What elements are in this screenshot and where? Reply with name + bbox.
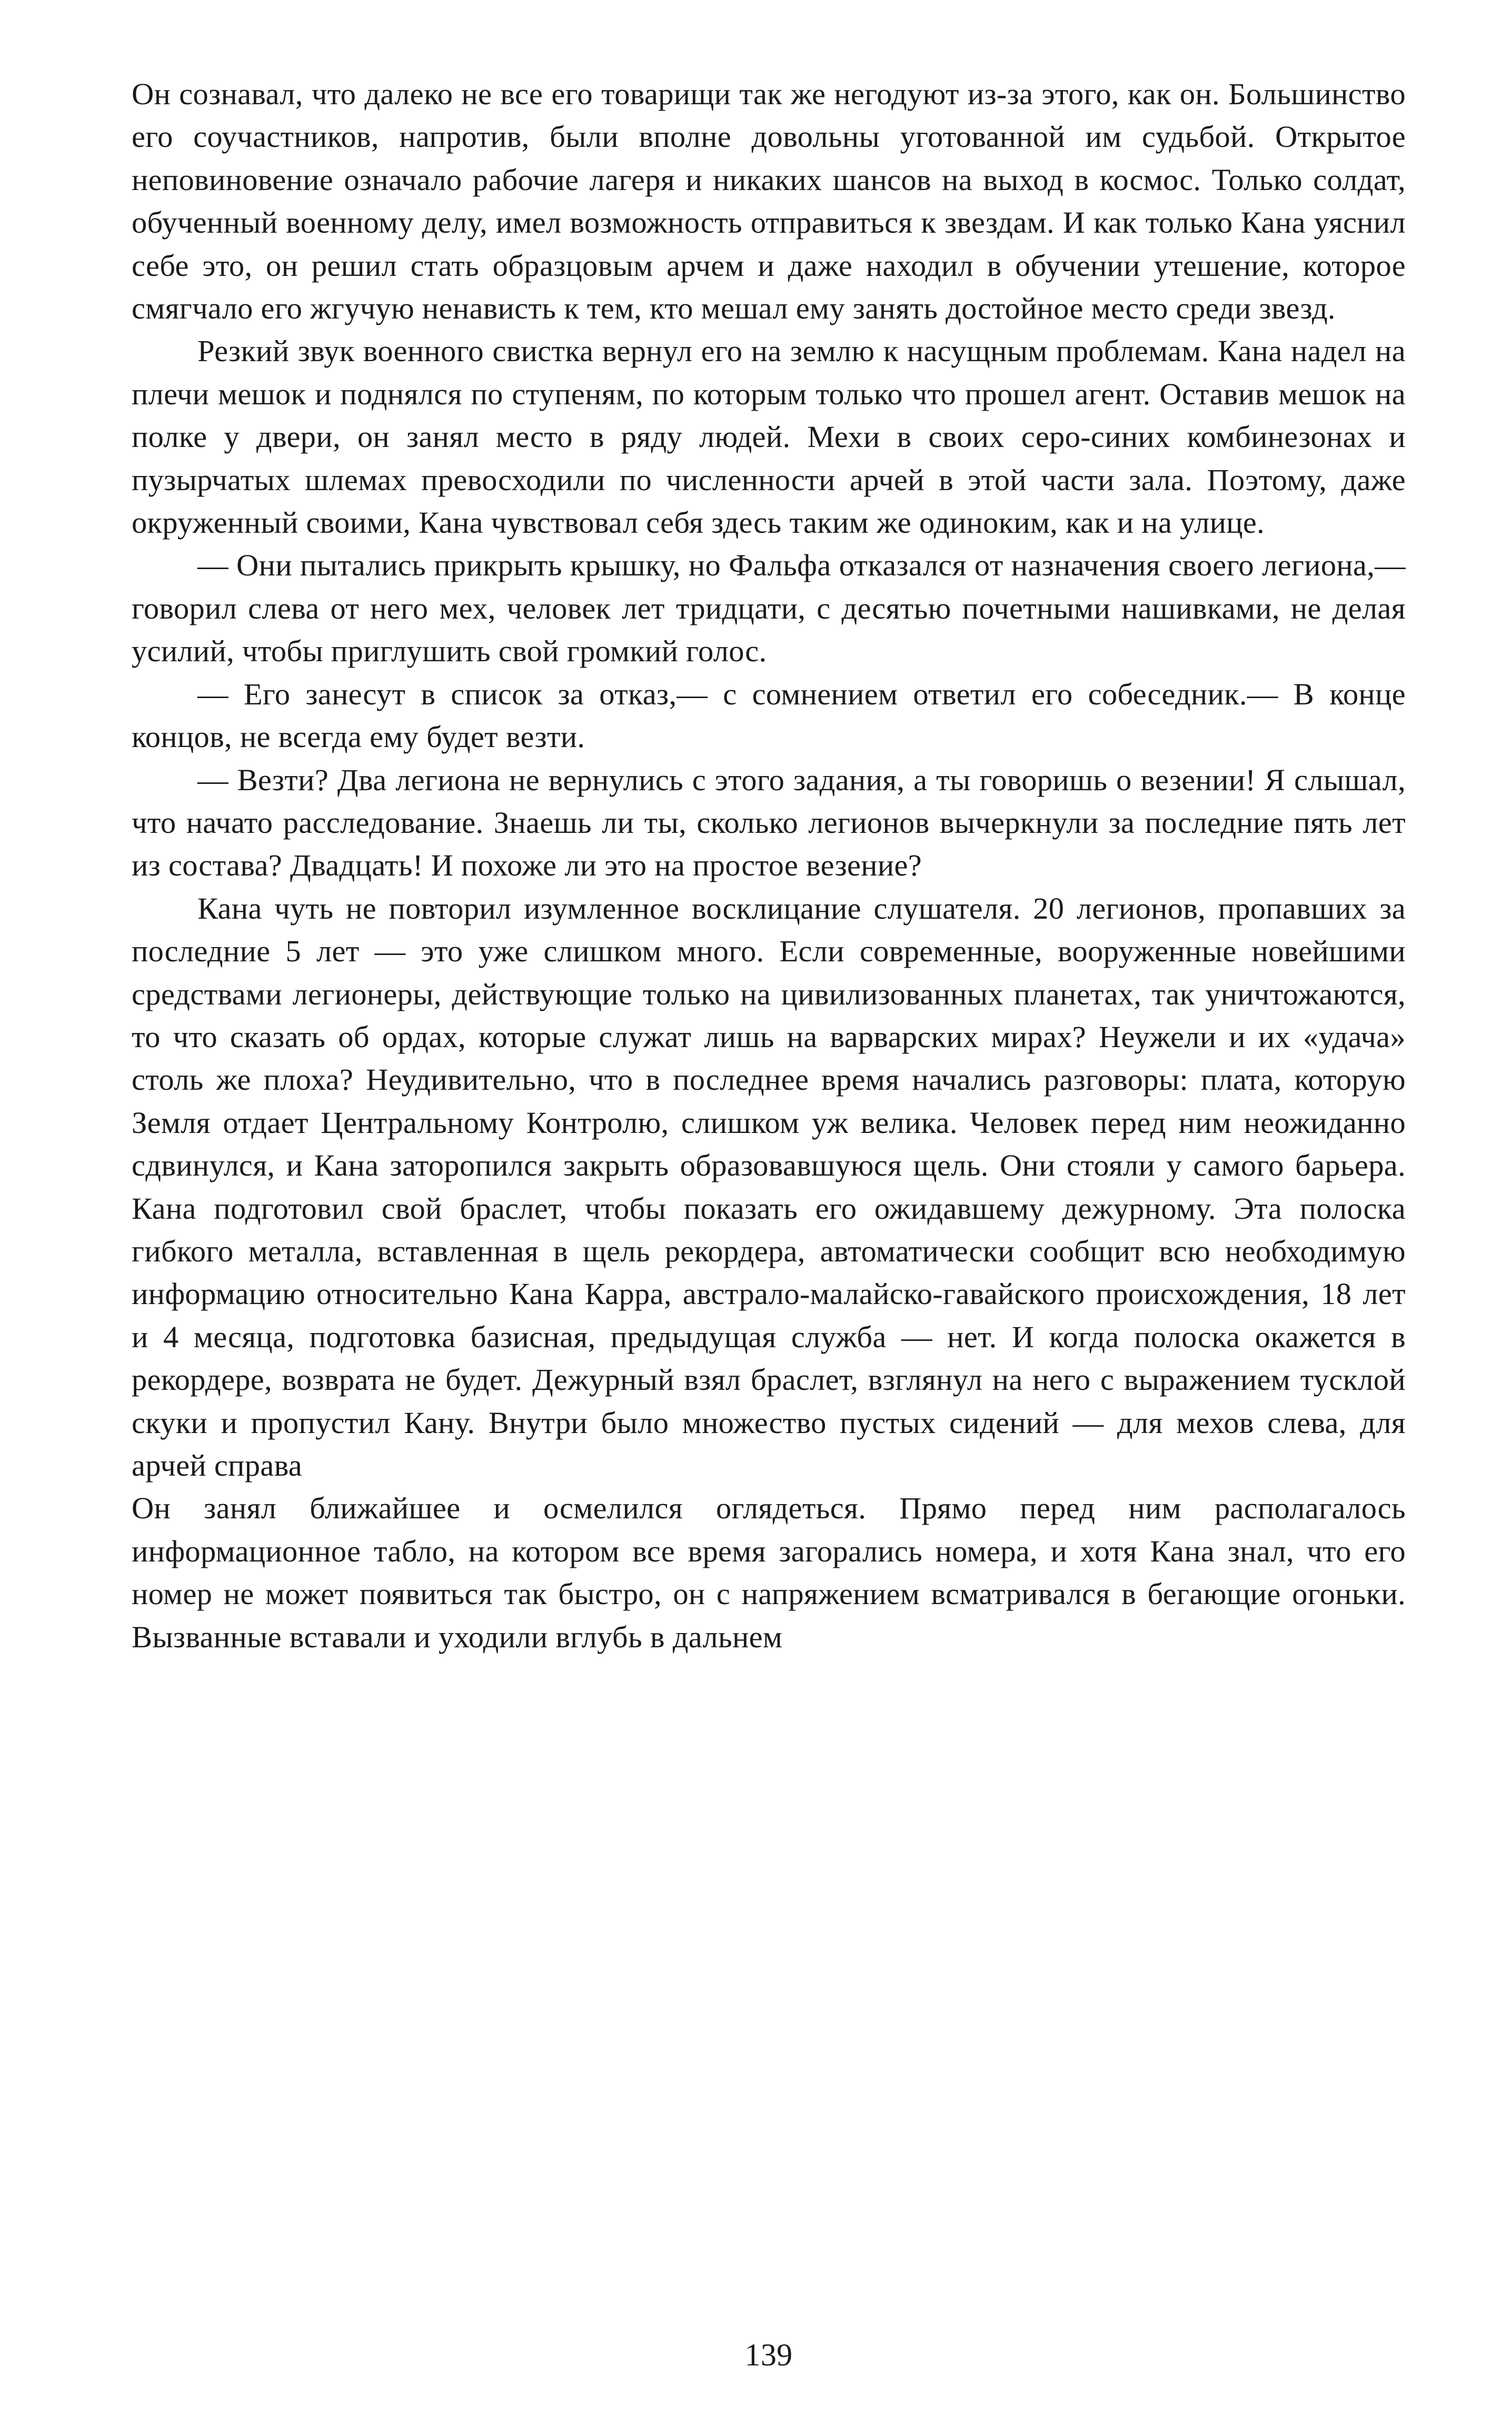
- paragraph-3: — Они пытались прикрыть крышку, но Фальфа отказался от назначения своего легиона,— говорил слева от него мех, человек лет тридцати, с десятью почетными нашивками, не делая усилий, чтобы приглушить свой громкий голос.: [132, 548, 1406, 669]
- paragraph-7: Он занял ближайшее и осмелился оглядеться. Прямо перед ним располагалось информационное табло, на котором все время загорались номера, и хотя Кана знал, что его номер не может появиться так быстро, он с напряжением всматривался в бегающие огоньки. Вызванные вставали и уходили вглубь в дальнем: [132, 1491, 1406, 1654]
- book-page: [132, 73, 1406, 2372]
- paragraph-2: Резкий звук военного свистка вернул его на землю к насущным проблемам. Кана надел на плечи мешок и поднялся по ступеням, по которым только что прошел агент. Оставив мешок на полке у двери, он занял место в ряду людей. Мехи в своих серо-синих комбинезонах и пузырчатых шлемах превосходили по численности арчей в этой части зала. Поэтому, даже окруженный своими, Кана чувствовал себя здесь таким же одиноким, как и на улице.: [132, 334, 1406, 540]
- paragraph-4: — Его занесут в список за отказ,— с сомнением ответил его собеседник.— В конце концов, не всегда ему будет везти.: [132, 677, 1406, 754]
- paragraph-5: — Везти? Два легиона не вернулись с этого задания, а ты говоришь о везении! Я слышал, что начато расследование. Знаешь ли ты, сколько легионов вычеркнули за последние пять лет из состава? Двадцать! И похоже ли это на простое везение?: [132, 762, 1406, 883]
- paragraph-6: Кана чуть не повторил изумленное восклицание слушателя. 20 легионов, пропавших за последние 5 лет — это уже слишком много. Если современные, вооруженные новейшими средствами легионеры, действующие только на цивилизованных планетах, так уничтожаются, то что сказать об ордах, которые служат лишь на варварских мирах? Неужели и их «удача» столь же плоха? Неудивительно, что в последнее время начались разговоры: плата, которую Земля отдает Центральному Контролю, слишком уж велика. Человек перед ним неожиданно сдвинулся, и Кана заторопился закрыть образовавшуюся щель. Они стояли у самого барьера. Кана подготовил свой браслет, чтобы показать его ожидавшему дежурному. Эта полоска гибкого металла, вставленная в щель рекордера, автоматически сообщит всю необходимую информацию относительно Кана Карра, австрало-малайско-гавайского происхождения, 18 лет и 4 месяца, подготовка базисная, предыдущая служба — нет. И когда полоска окажется в рекордере, возврата не будет. Дежурный взял браслет, взглянул на него с выражением тусклой скуки и пропустил Кану. Внутри было множество пустых сидений — для мехов слева, для арчей справа: [132, 891, 1406, 1483]
- page-number: 139: [744, 2338, 793, 2372]
- paragraph-1: Он сознавал, что далеко не все его товарищи так же негодуют из-за этого, как он. Большинство его соучастников, напротив, были вполне довольны уготованной им судьбой. Открытое неповиновение означало рабочие лагеря и никаких шансов на выход в космос. Только солдат, обученный военному делу, имел возможность отправиться к звездам. И как только Кана уяснил себе это, он решил стать образцовым арчем и даже находил в обучении утешение, которое смягчало его жгучую ненависть к тем, кто мешал ему занять достойное место среди звезд.: [132, 77, 1406, 326]
